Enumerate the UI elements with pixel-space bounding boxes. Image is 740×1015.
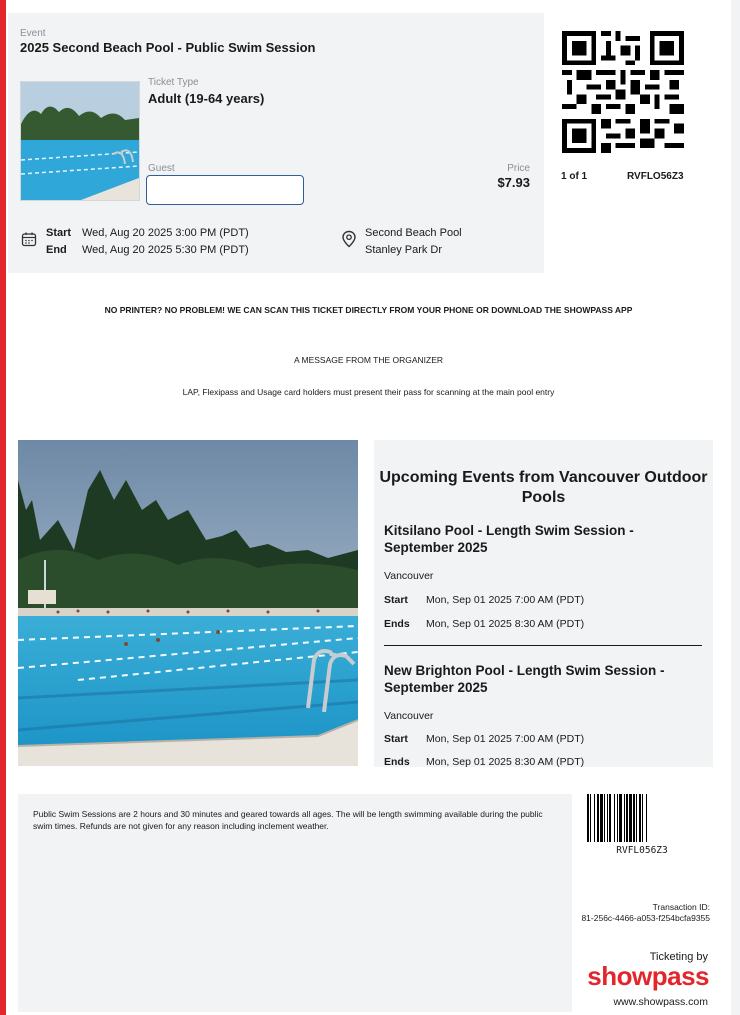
event-title: 2025 Second Beach Pool - Public Swim Session xyxy=(20,40,316,55)
barcode-bar xyxy=(614,794,615,842)
organizer-message: LAP, Flexipass and Usage card holders must present their pass for scanning at the main pool entry xyxy=(182,387,555,397)
upcoming-event-city: Vancouver xyxy=(384,710,434,722)
transaction-label: Transaction ID: xyxy=(652,902,710,912)
barcode-bar xyxy=(619,794,622,842)
ticket-count: 1 of 1 xyxy=(561,171,588,182)
start-label: Start xyxy=(46,227,72,239)
start-datetime: Wed, Aug 20 2025 3:00 PM (PDT) xyxy=(82,227,249,239)
venue-address: Stanley Park Dr xyxy=(365,244,443,256)
upcoming-event-city: Vancouver xyxy=(384,570,434,582)
barcode-bar xyxy=(590,794,591,842)
upcoming-event-start-row xyxy=(384,594,584,606)
barcode-bar xyxy=(617,794,618,842)
organizer-message-heading: A MESSAGE FROM THE ORGANIZER xyxy=(293,355,444,365)
map-pin-icon xyxy=(341,230,357,253)
barcode-bar xyxy=(594,794,595,842)
brand-stripe xyxy=(0,0,6,1015)
barcode-bar xyxy=(626,794,628,842)
end-datetime: Mon, Sep 01 2025 8:30 AM (PDT) xyxy=(426,756,585,767)
ticket-qr-code xyxy=(562,31,684,158)
upcoming-event-end-row xyxy=(384,756,584,767)
event-card xyxy=(8,13,544,273)
guest-label: Guest xyxy=(148,163,175,174)
barcode-bar xyxy=(639,794,641,842)
guest-input[interactable] xyxy=(146,175,304,205)
barcode-bar xyxy=(636,794,637,842)
event-description: Public Swim Sessions are 2 hours and 30 minutes and geared towards all ages. The will be length swimming available during the public swim times. Refunds are not given for any reason including inclement weather. xyxy=(33,809,543,831)
event-divider xyxy=(384,645,702,646)
start-label: Start xyxy=(384,733,408,745)
event-label: Event xyxy=(20,28,46,39)
barcode-bar xyxy=(604,794,605,842)
upcoming-events-panel xyxy=(374,440,713,767)
ticket-type-value: Adult (19-64 years) xyxy=(148,91,265,106)
end-label: Ends xyxy=(384,618,410,630)
barcode-bar xyxy=(597,794,599,842)
start-label: Start xyxy=(384,594,408,606)
event-description-card xyxy=(18,794,572,1012)
barcode-bar xyxy=(624,794,625,842)
venue-name: Second Beach Pool xyxy=(365,227,462,239)
barcode-bar xyxy=(609,794,611,842)
ticket-barcode xyxy=(587,794,697,847)
barcode-bar xyxy=(587,794,589,842)
ticket-type-label: Ticket Type xyxy=(148,77,199,88)
barcode-text: RVFL056Z3 xyxy=(616,845,668,856)
event-thumbnail xyxy=(20,81,140,201)
upcoming-event-title[interactable]: Kitsilano Pool - Length Swim Session - September 2025 xyxy=(384,523,634,555)
end-label: Ends xyxy=(384,756,410,767)
start-datetime: Mon, Sep 01 2025 7:00 AM (PDT) xyxy=(426,594,585,606)
barcode-bar xyxy=(607,794,608,842)
upcoming-event-start-row xyxy=(384,733,584,745)
page-edge xyxy=(731,0,740,1015)
website-link[interactable]: www.showpass.com xyxy=(613,996,708,1008)
end-datetime: Wed, Aug 20 2025 5:30 PM (PDT) xyxy=(82,244,249,256)
upcoming-event-title[interactable]: New Brighton Pool - Length Swim Session - September 2025 xyxy=(384,663,665,695)
start-datetime: Mon, Sep 01 2025 7:00 AM (PDT) xyxy=(426,733,585,745)
barcode-bar xyxy=(646,794,647,842)
barcode-bar xyxy=(600,794,603,842)
printer-notice: NO PRINTER? NO PROBLEM! WE CAN SCAN THIS TICKET DIRECTLY FROM YOUR PHONE OR DOWNLOAD THE SHOWPASS APP xyxy=(104,305,633,315)
calendar-icon xyxy=(21,231,37,252)
end-label: End xyxy=(46,244,67,256)
price-value: $7.93 xyxy=(497,175,530,190)
upcoming-events-title: Upcoming Events from Vancouver Outdoor Pools xyxy=(379,469,708,506)
upcoming-event-end-row xyxy=(384,618,584,630)
price-label: Price xyxy=(507,163,530,174)
barcode-bar xyxy=(633,794,635,842)
showpass-logo: showpass xyxy=(587,961,709,991)
transaction-id: 81-256c-4466-a053-f254bcfa9355 xyxy=(581,913,710,923)
pool-photo xyxy=(18,440,358,766)
barcode-bar xyxy=(629,794,632,842)
ticketing-by-label: Ticketing by xyxy=(649,951,708,963)
ticket-code: RVFLO56Z3 xyxy=(627,171,684,182)
barcode-bar xyxy=(642,794,643,842)
end-datetime: Mon, Sep 01 2025 8:30 AM (PDT) xyxy=(426,618,585,630)
